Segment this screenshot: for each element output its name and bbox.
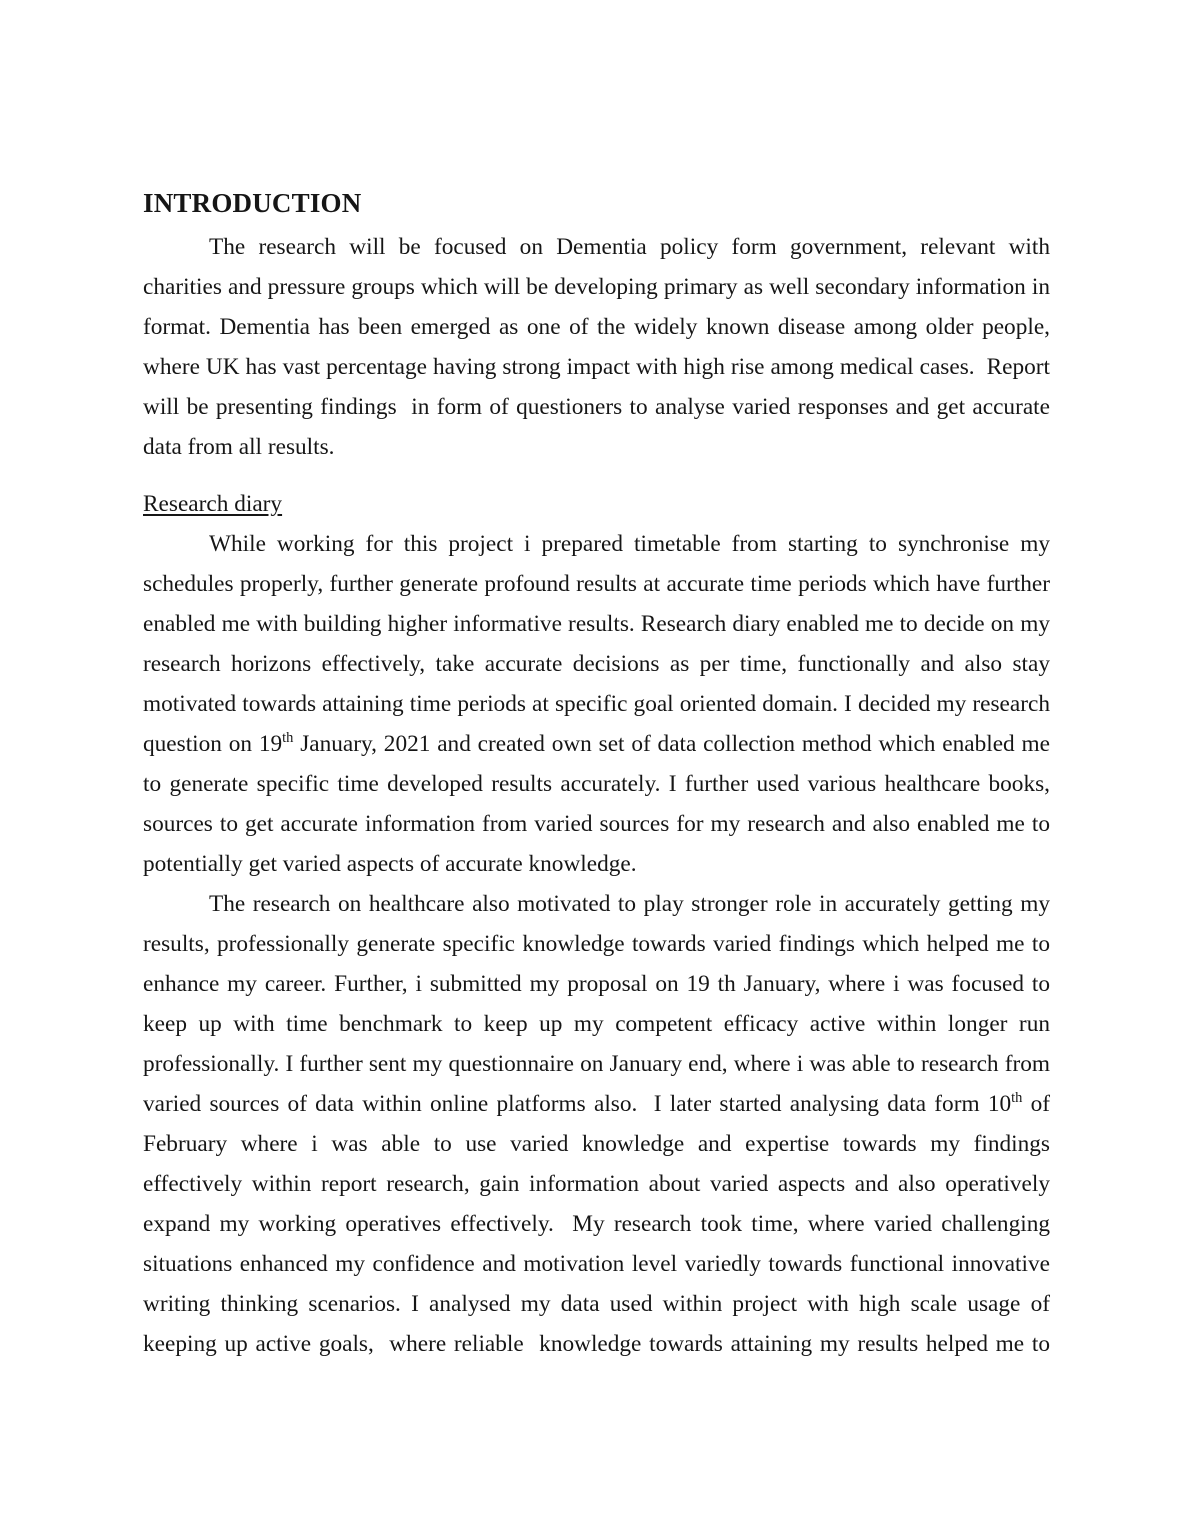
text-line: expand my working operatives effectively. My research took time, where varied challenging [143,1211,1050,1237]
text-line: writing thinking scenarios. I analysed my data used within project with high scale usage of [143,1291,1050,1317]
subheading-research-diary: Research diary [143,491,283,517]
text-line: enabled me with building higher informative results. Research diary enabled me to decide on my [143,611,1050,637]
text-line: to generate specific time developed results accurately. I further used various healthcare books, [143,771,1050,797]
text-line: will be presenting findings in form of questioners to analyse varied responses and get accurate [143,394,1050,420]
superscript-ordinal: th [1011,1090,1023,1107]
text-line: keeping up active goals, where reliable knowledge towards attaining my results helped me to [143,1331,1050,1357]
text-line: potentially get varied aspects of accurate knowledge. [143,851,637,877]
text-line: sources to get accurate information from varied sources for my research and also enabled me to [143,811,1050,837]
text-line: The research will be focused on Dementia policy form government, relevant with [209,234,1050,260]
text-line: research horizons effectively, take accurate decisions as per time, functionally and also stay [143,651,1050,677]
text-line: charities and pressure groups which will be developing primary as well secondary information in [143,274,1050,300]
text-line: While working for this project i prepared timetable from starting to synchronise my [209,531,1050,557]
paragraph-introduction [143,227,1050,467]
text-line: where UK has vast percentage having strong impact with high rise among medical cases. Report [143,354,1050,380]
text-line: effectively within report research, gain information about varied aspects and also operatively [143,1171,1050,1197]
document-content [143,186,1050,1364]
paragraph-research-diary [143,524,1050,884]
text-line: motivated towards attaining time periods at specific goal oriented domain. I decided my research [143,691,1050,717]
text-line: varied sources of data within online platforms also. I later started analysing data form 10th of [143,1090,1051,1117]
text-line: professionally. I further sent my questionnaire on January end, where i was able to research from [143,1051,1050,1077]
text-line: February where i was able to use varied knowledge and expertise towards my findings [143,1131,1050,1157]
text-line: data from all results. [143,434,335,460]
text-line: question on 19th January, 2021 and created own set of data collection method which enabled me [143,730,1050,757]
text-line: The research on healthcare also motivated to play stronger role in accurately getting my [209,891,1050,917]
text-line: enhance my career. Further, i submitted my proposal on 19 th January, where i was focused to [143,971,1050,997]
text-line: results, professionally generate specific knowledge towards varied findings which helped me to [143,931,1050,957]
text-line: format. Dementia has been emerged as one of the widely known disease among older people, [143,314,1050,340]
text-line: schedules properly, further generate profound results at accurate time periods which have further [143,571,1050,597]
paragraph-healthcare-research [143,884,1050,1364]
text-line: keep up with time benchmark to keep up my competent efficacy active within longer run [143,1011,1050,1037]
text-line: situations enhanced my confidence and motivation level variedly towards functional innovative [143,1251,1050,1277]
page-title: INTRODUCTION [143,188,362,218]
superscript-ordinal: th [282,730,294,747]
